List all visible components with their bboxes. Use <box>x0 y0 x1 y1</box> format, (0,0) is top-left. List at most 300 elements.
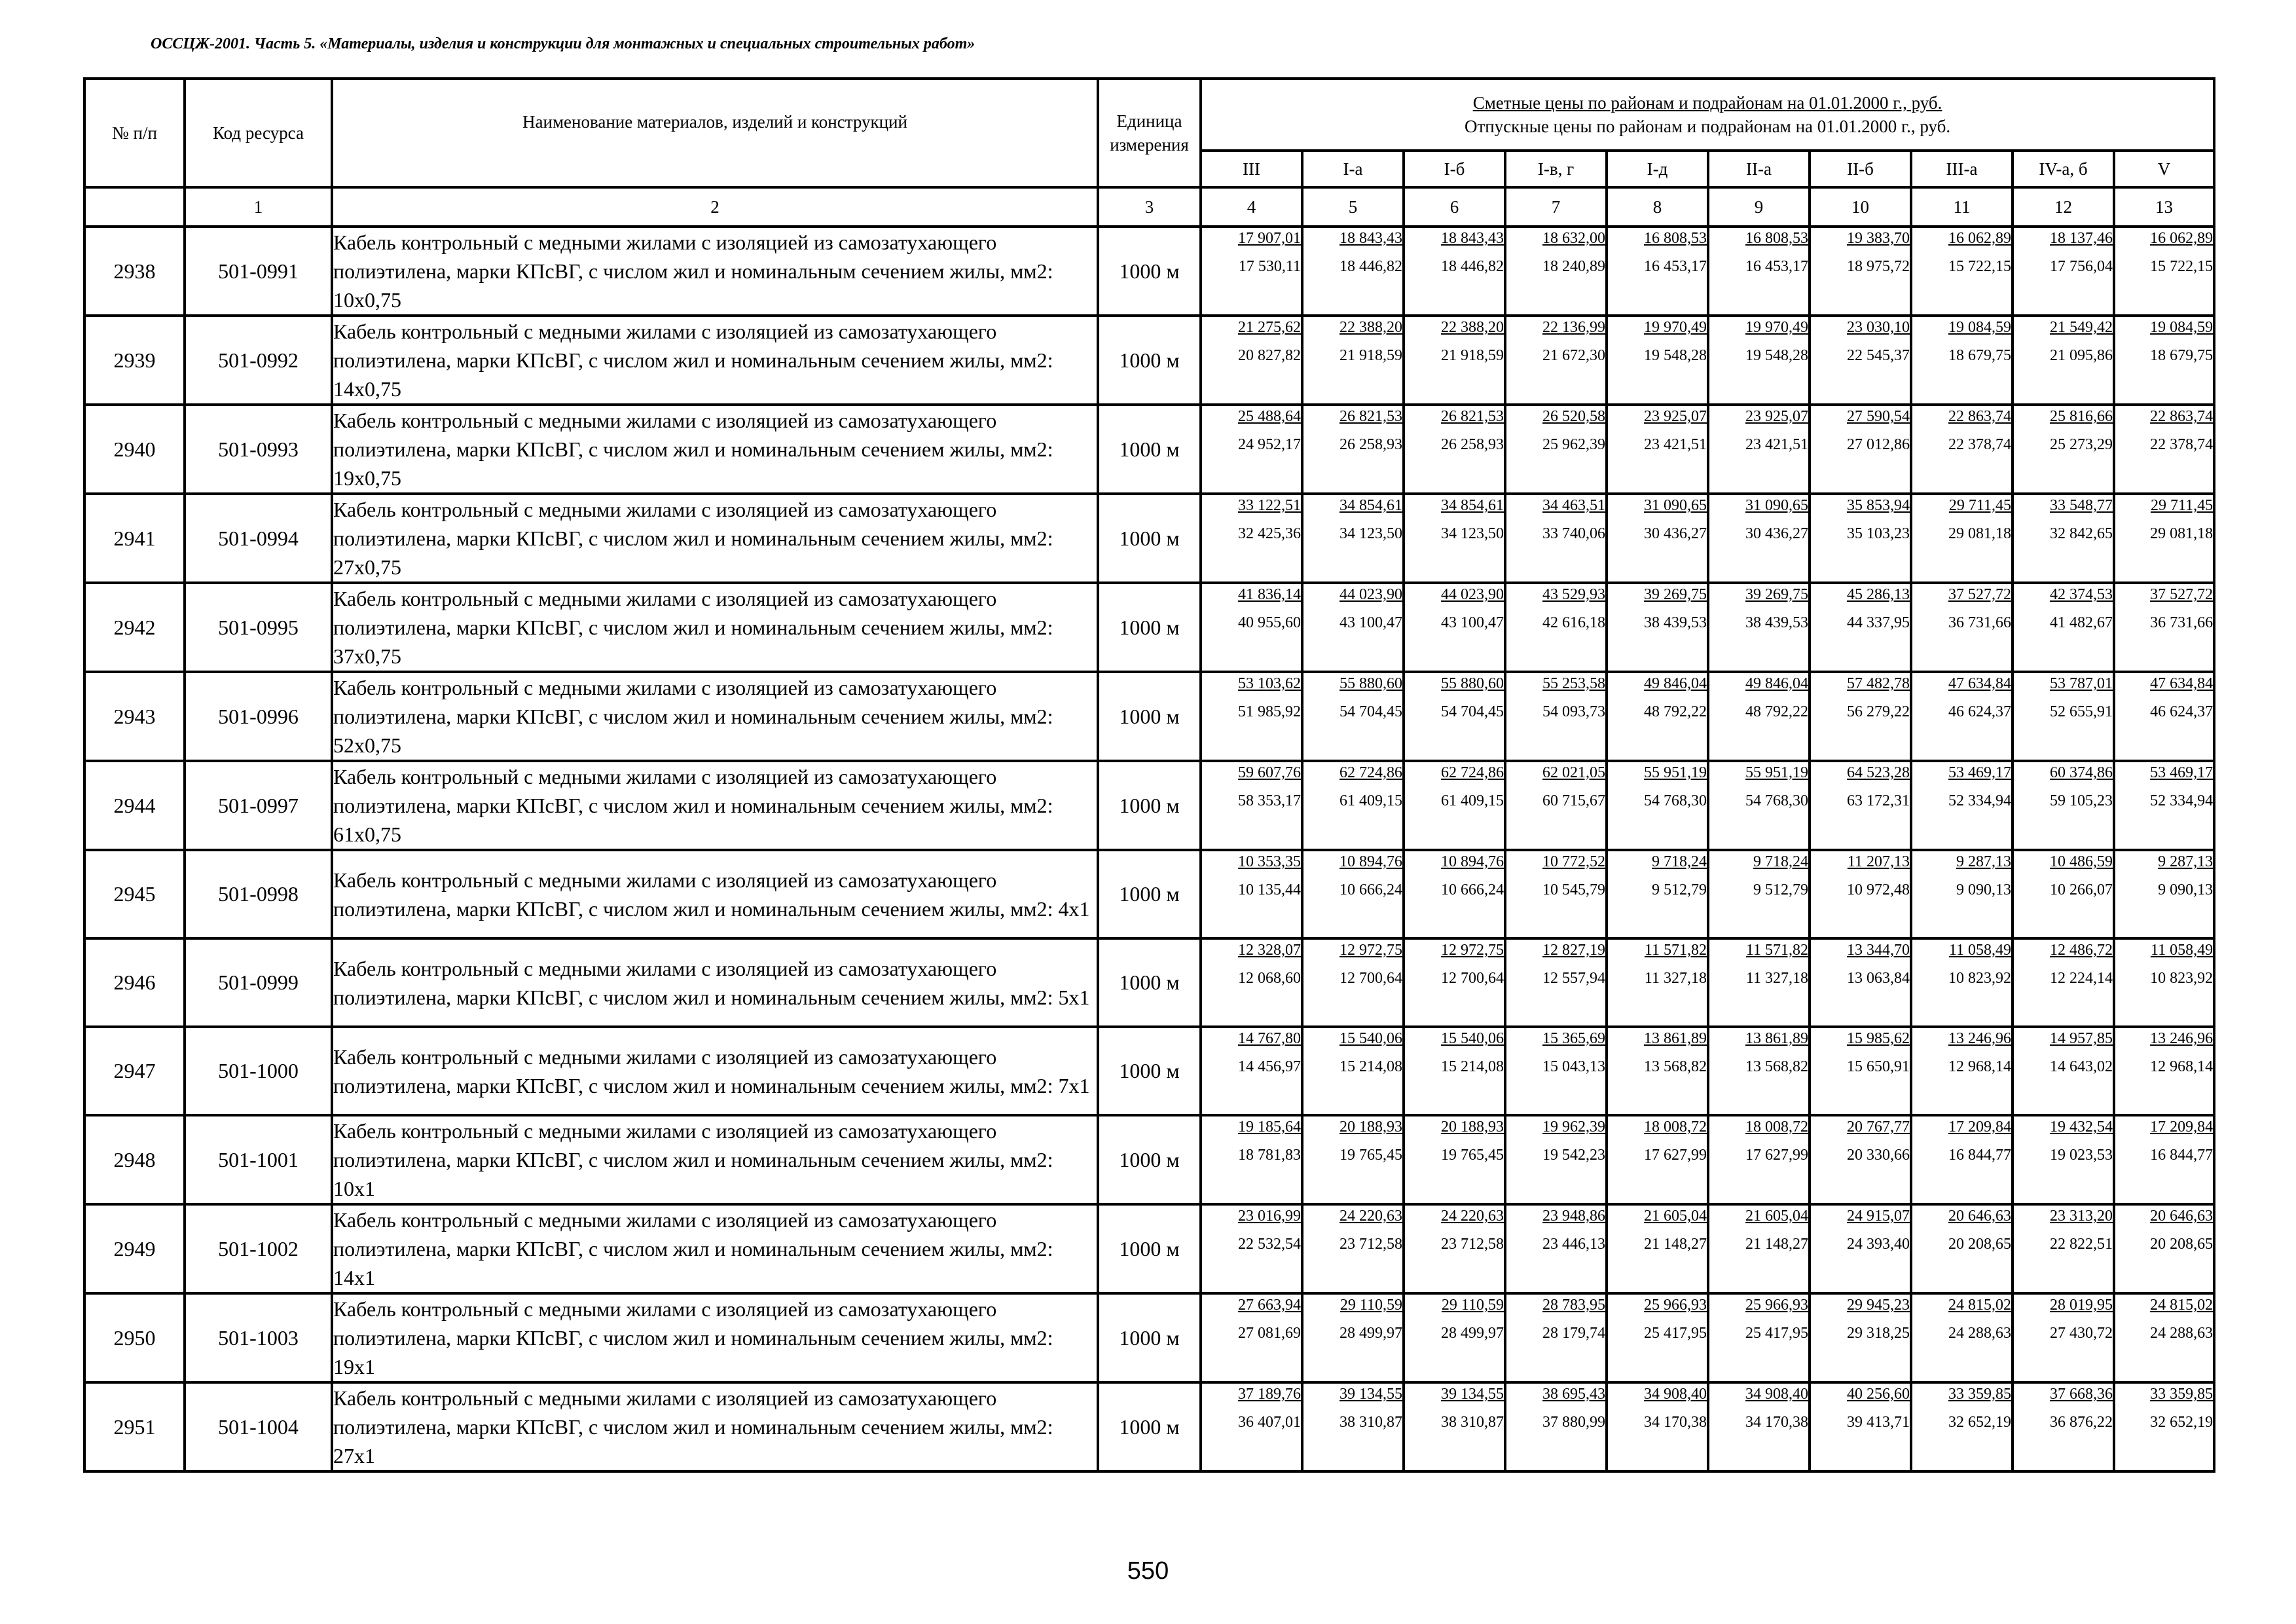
price-cell <box>1302 316 1404 405</box>
resource-code: 501-1002 <box>185 1204 332 1293</box>
price-cell <box>1607 938 1708 1027</box>
release-price: 22 378,74 <box>1948 436 2011 453</box>
release-price: 33 740,06 <box>1542 525 1605 542</box>
estimate-price: 16 808,53 <box>1745 230 1808 247</box>
price-cell <box>1810 227 1911 316</box>
price-cell <box>1911 494 2013 583</box>
price-cell <box>2114 938 2214 1027</box>
price-cell <box>1810 1115 1911 1204</box>
material-name: Кабель контрольный с медными жилами с изоляцией из самозатухающего полиэтилена, марки КПсВГ, с числом жил и номинальным сечением жилы, мм2: 37х0,75 <box>332 583 1098 672</box>
price-cell <box>1911 1293 2013 1382</box>
price-cell <box>1302 1027 1404 1115</box>
price-cell <box>2013 850 2114 938</box>
release-price: 34 123,50 <box>1339 525 1402 542</box>
estimate-price: 53 469,17 <box>1948 764 2011 781</box>
estimate-price: 59 607,76 <box>1238 764 1301 781</box>
release-price: 12 968,14 <box>1948 1058 2011 1075</box>
price-cell <box>1708 1204 1810 1293</box>
estimate-price: 34 463,51 <box>1542 497 1605 514</box>
estimate-price: 11 058,49 <box>1948 942 2011 959</box>
release-price: 16 453,17 <box>1745 258 1808 275</box>
price-cell <box>2013 761 2114 850</box>
unit: 1000 м <box>1098 405 1201 494</box>
estimate-price: 26 821,53 <box>1441 408 1504 425</box>
price-cell <box>1810 1027 1911 1115</box>
release-price: 35 103,23 <box>1847 525 1910 542</box>
price-cell <box>1607 761 1708 850</box>
release-price: 12 068,60 <box>1238 970 1301 987</box>
estimate-price: 16 062,89 <box>2150 230 2214 247</box>
release-price: 10 666,24 <box>1441 881 1504 898</box>
col-header-prices <box>1201 79 2214 151</box>
table-row <box>84 1382 2214 1471</box>
release-price: 54 768,30 <box>1644 792 1707 809</box>
material-name: Кабель контрольный с медными жилами с изоляцией из самозатухающего полиэтилена, марки КПсВГ, с числом жил и номинальным сечением жилы, мм2: 10х0,75 <box>332 227 1098 316</box>
price-cell <box>1708 227 1810 316</box>
estimate-price: 55 253,58 <box>1542 675 1605 692</box>
release-price: 46 624,37 <box>2150 703 2214 720</box>
release-price: 34 170,38 <box>1644 1414 1707 1431</box>
release-price: 21 918,59 <box>1339 347 1402 364</box>
table-row <box>84 1293 2214 1382</box>
price-cell <box>1201 850 1302 938</box>
release-price: 21 672,30 <box>1542 347 1605 364</box>
estimate-price: 28 019,95 <box>2050 1297 2113 1314</box>
release-price: 25 417,95 <box>1644 1325 1707 1342</box>
release-price: 15 043,13 <box>1542 1058 1605 1075</box>
release-price: 38 310,87 <box>1339 1414 1402 1431</box>
release-price: 18 446,82 <box>1339 258 1402 275</box>
release-price: 9 090,13 <box>2158 881 2214 898</box>
col-number: 12 <box>2013 187 2114 227</box>
estimate-price: 45 286,13 <box>1847 586 1910 603</box>
material-name: Кабель контрольный с медными жилами с изоляцией из самозатухающего полиэтилена, марки КПсВГ, с числом жил и номинальным сечением жилы, мм2: 27х0,75 <box>332 494 1098 583</box>
price-cell <box>1201 405 1302 494</box>
price-cell <box>1911 672 2013 761</box>
row-number: 2947 <box>84 1027 185 1115</box>
price-cell <box>1607 405 1708 494</box>
estimate-price: 62 021,05 <box>1542 764 1605 781</box>
table-row <box>84 850 2214 938</box>
release-price: 19 548,28 <box>1745 347 1808 364</box>
estimate-price: 39 269,75 <box>1745 586 1808 603</box>
price-cell <box>1911 1027 2013 1115</box>
release-price: 38 439,53 <box>1745 614 1808 631</box>
release-price: 30 436,27 <box>1745 525 1808 542</box>
estimate-price: 40 256,60 <box>1847 1386 1910 1403</box>
region-header: II-б <box>1810 151 1911 187</box>
release-price: 26 258,93 <box>1441 436 1504 453</box>
release-price: 18 446,82 <box>1441 258 1504 275</box>
release-price: 16 844,77 <box>1948 1147 2011 1164</box>
price-cell <box>1505 227 1607 316</box>
release-price: 46 624,37 <box>1948 703 2011 720</box>
price-cell <box>1201 1204 1302 1293</box>
release-price: 15 722,15 <box>2150 258 2214 275</box>
material-name: Кабель контрольный с медными жилами с изоляцией из самозатухающего полиэтилена, марки КПсВГ, с числом жил и номинальным сечением жилы, мм2: 52х0,75 <box>332 672 1098 761</box>
row-number: 2942 <box>84 583 185 672</box>
estimate-price: 11 058,49 <box>2150 942 2214 959</box>
release-price: 14 456,97 <box>1238 1058 1301 1075</box>
release-price: 22 378,74 <box>2150 436 2214 453</box>
release-price: 52 334,94 <box>1948 792 2011 809</box>
estimate-price: 27 663,94 <box>1238 1297 1301 1314</box>
estimate-price: 62 724,86 <box>1441 764 1504 781</box>
release-price: 58 353,17 <box>1238 792 1301 809</box>
region-header: I-д <box>1607 151 1708 187</box>
release-price: 15 214,08 <box>1339 1058 1402 1075</box>
col-header-name: Наименование материалов, изделий и конструкций <box>332 79 1098 187</box>
price-cell <box>1404 316 1505 405</box>
region-header: V <box>2114 151 2214 187</box>
release-price: 23 712,58 <box>1441 1236 1504 1253</box>
price-cell <box>1708 494 1810 583</box>
estimate-price: 17 907,01 <box>1238 230 1301 247</box>
release-price: 19 765,45 <box>1339 1147 1402 1164</box>
estimate-price: 12 827,19 <box>1542 942 1605 959</box>
price-cell <box>1404 583 1505 672</box>
price-cell <box>1201 1115 1302 1204</box>
price-cell <box>1201 672 1302 761</box>
estimate-price: 35 853,94 <box>1847 497 1910 514</box>
resource-code: 501-0994 <box>185 494 332 583</box>
estimate-price: 22 388,20 <box>1339 319 1402 336</box>
price-cell <box>1404 1204 1505 1293</box>
price-cell <box>1607 672 1708 761</box>
estimate-price: 23 925,07 <box>1644 408 1707 425</box>
release-price: 16 453,17 <box>1644 258 1707 275</box>
estimate-price: 31 090,65 <box>1745 497 1808 514</box>
estimate-price: 24 220,63 <box>1441 1208 1504 1225</box>
release-price: 34 170,38 <box>1745 1414 1808 1431</box>
col-number: 9 <box>1708 187 1810 227</box>
row-number: 2941 <box>84 494 185 583</box>
estimate-price: 34 854,61 <box>1441 497 1504 514</box>
table-row <box>84 761 2214 850</box>
estimate-price: 19 084,59 <box>1948 319 2011 336</box>
price-cell <box>1607 227 1708 316</box>
estimate-price: 37 527,72 <box>2150 586 2214 603</box>
estimate-price: 21 275,62 <box>1238 319 1301 336</box>
price-cell <box>2114 316 2214 405</box>
estimate-price: 34 854,61 <box>1339 497 1402 514</box>
price-cell <box>1505 1027 1607 1115</box>
estimate-price: 22 388,20 <box>1441 319 1504 336</box>
estimate-price: 31 090,65 <box>1644 497 1707 514</box>
release-price: 27 012,86 <box>1847 436 1910 453</box>
price-cell <box>1302 583 1404 672</box>
col-number: 5 <box>1302 187 1404 227</box>
price-cell <box>1911 405 2013 494</box>
estimate-price: 15 540,06 <box>1339 1030 1402 1047</box>
release-price: 13 063,84 <box>1847 970 1910 987</box>
estimate-price: 24 815,02 <box>1948 1297 2011 1314</box>
estimate-price: 9 718,24 <box>1652 853 1707 870</box>
estimate-price: 24 915,07 <box>1847 1208 1910 1225</box>
price-cell <box>1505 1382 1607 1471</box>
unit: 1000 м <box>1098 494 1201 583</box>
resource-code: 501-1000 <box>185 1027 332 1115</box>
estimate-price: 53 787,01 <box>2050 675 2113 692</box>
release-price: 29 081,18 <box>1948 525 2011 542</box>
estimate-price: 25 816,66 <box>2050 408 2113 425</box>
estimate-price: 29 110,59 <box>1441 1297 1504 1314</box>
price-cell <box>1911 1382 2013 1471</box>
release-price: 18 679,75 <box>1948 347 2011 364</box>
col-header-num: № п/п <box>84 79 185 187</box>
price-cell <box>1607 1027 1708 1115</box>
estimate-price: 42 374,53 <box>2050 586 2113 603</box>
estimate-price: 11 571,82 <box>1644 942 1707 959</box>
price-cell <box>1911 583 2013 672</box>
price-cell <box>2013 316 2114 405</box>
price-cell <box>1607 316 1708 405</box>
release-price: 22 532,54 <box>1238 1236 1301 1253</box>
resource-code: 501-0992 <box>185 316 332 405</box>
estimate-price: 18 843,43 <box>1441 230 1504 247</box>
material-name: Кабель контрольный с медными жилами с изоляцией из самозатухающего полиэтилена, марки КПсВГ, с числом жил и номинальным сечением жилы, мм2: 14х0,75 <box>332 316 1098 405</box>
material-name: Кабель контрольный с медными жилами с изоляцией из самозатухающего полиэтилена, марки КПсВГ, с числом жил и номинальным сечением жилы, мм2: 19х0,75 <box>332 405 1098 494</box>
estimate-price: 10 894,76 <box>1441 853 1504 870</box>
price-release-label: Отпускные цены по районам и подрайонам на 01.01.2000 г., руб. <box>1464 117 1951 136</box>
table-row <box>84 405 2214 494</box>
estimate-price: 24 220,63 <box>1339 1208 1402 1225</box>
release-price: 27 430,72 <box>2050 1325 2113 1342</box>
unit: 1000 м <box>1098 1115 1201 1204</box>
estimate-price: 11 207,13 <box>1847 853 1910 870</box>
release-price: 28 499,97 <box>1339 1325 1402 1342</box>
estimate-price: 18 843,43 <box>1339 230 1402 247</box>
estimate-price: 15 365,69 <box>1542 1030 1605 1047</box>
price-cell <box>1404 1115 1505 1204</box>
estimate-price: 33 548,77 <box>2050 497 2113 514</box>
price-table <box>83 77 2215 1473</box>
estimate-price: 29 110,59 <box>1339 1297 1402 1314</box>
estimate-price: 29 711,45 <box>1948 497 2011 514</box>
row-number: 2943 <box>84 672 185 761</box>
release-price: 26 258,93 <box>1339 436 1402 453</box>
region-header: I-а <box>1302 151 1404 187</box>
release-price: 19 765,45 <box>1441 1147 1504 1164</box>
price-cell <box>1404 938 1505 1027</box>
price-cell <box>1302 938 1404 1027</box>
estimate-price: 47 634,84 <box>2150 675 2214 692</box>
release-price: 10 823,92 <box>1948 970 2011 987</box>
estimate-price: 19 383,70 <box>1847 230 1910 247</box>
estimate-price: 55 951,19 <box>1644 764 1707 781</box>
release-price: 41 482,67 <box>2050 614 2113 631</box>
release-price: 25 273,29 <box>2050 436 2113 453</box>
estimate-price: 13 344,70 <box>1847 942 1910 959</box>
release-price: 42 616,18 <box>1542 614 1605 631</box>
estimate-price: 18 632,00 <box>1542 230 1605 247</box>
estimate-price: 13 246,96 <box>1948 1030 2011 1047</box>
release-price: 30 436,27 <box>1644 525 1707 542</box>
price-cell <box>1302 494 1404 583</box>
price-cell <box>1201 938 1302 1027</box>
release-price: 18 679,75 <box>2150 347 2214 364</box>
price-cell <box>2114 1293 2214 1382</box>
price-cell <box>1201 761 1302 850</box>
price-cell <box>1911 938 2013 1027</box>
release-price: 18 975,72 <box>1847 258 1910 275</box>
price-cell <box>1607 1204 1708 1293</box>
estimate-price: 53 469,17 <box>2150 764 2214 781</box>
col-number: 11 <box>1911 187 2013 227</box>
release-price: 17 756,04 <box>2050 258 2113 275</box>
price-cell <box>1708 583 1810 672</box>
release-price: 15 722,15 <box>1948 258 2011 275</box>
material-name: Кабель контрольный с медными жилами с изоляцией из самозатухающего полиэтилена, марки КПсВГ, с числом жил и номинальным сечением жилы, мм2: 19х1 <box>332 1293 1098 1382</box>
release-price: 56 279,22 <box>1847 703 1910 720</box>
release-price: 13 568,82 <box>1644 1058 1707 1075</box>
resource-code: 501-0998 <box>185 850 332 938</box>
estimate-price: 18 137,46 <box>2050 230 2113 247</box>
release-price: 19 542,23 <box>1542 1147 1605 1164</box>
price-cell <box>2013 672 2114 761</box>
release-price: 32 652,19 <box>1948 1414 2011 1431</box>
price-cell <box>1201 494 1302 583</box>
release-price: 18 781,83 <box>1238 1147 1301 1164</box>
estimate-price: 11 571,82 <box>1745 942 1808 959</box>
unit: 1000 м <box>1098 1293 1201 1382</box>
release-price: 12 700,64 <box>1339 970 1402 987</box>
price-cell <box>1201 1027 1302 1115</box>
price-cell <box>2013 1382 2114 1471</box>
price-cell <box>1607 850 1708 938</box>
resource-code: 501-1001 <box>185 1115 332 1204</box>
release-price: 9 090,13 <box>1956 881 2011 898</box>
release-price: 10 266,07 <box>2050 881 2113 898</box>
estimate-price: 39 134,55 <box>1339 1386 1402 1403</box>
estimate-price: 29 945,23 <box>1847 1297 1910 1314</box>
price-cell <box>1810 672 1911 761</box>
release-price: 14 643,02 <box>2050 1058 2113 1075</box>
estimate-price: 62 724,86 <box>1339 764 1402 781</box>
estimate-price: 12 328,07 <box>1238 942 1301 959</box>
estimate-price: 18 008,72 <box>1644 1118 1707 1135</box>
price-cell <box>1708 316 1810 405</box>
release-price: 54 704,45 <box>1339 703 1402 720</box>
release-price: 13 568,82 <box>1745 1058 1808 1075</box>
estimate-price: 19 432,54 <box>2050 1118 2113 1135</box>
price-cell <box>1404 405 1505 494</box>
region-header: III-а <box>1911 151 2013 187</box>
estimate-price: 22 863,74 <box>1948 408 2011 425</box>
material-name: Кабель контрольный с медными жилами с изоляцией из самозатухающего полиэтилена, марки КПсВГ, с числом жил и номинальным сечением жилы, мм2: 5х1 <box>332 938 1098 1027</box>
col-number-blank <box>84 187 185 227</box>
estimate-price: 64 523,28 <box>1847 764 1910 781</box>
release-price: 21 148,27 <box>1745 1236 1808 1253</box>
price-cell <box>1911 1204 2013 1293</box>
release-price: 54 704,45 <box>1441 703 1504 720</box>
estimate-price: 43 529,93 <box>1542 586 1605 603</box>
release-price: 48 792,22 <box>1644 703 1707 720</box>
release-price: 32 652,19 <box>2150 1414 2214 1431</box>
release-price: 39 413,71 <box>1847 1414 1910 1431</box>
release-price: 63 172,31 <box>1847 792 1910 809</box>
table-row <box>84 494 2214 583</box>
release-price: 15 214,08 <box>1441 1058 1504 1075</box>
estimate-price: 12 972,75 <box>1441 942 1504 959</box>
estimate-price: 39 269,75 <box>1644 586 1707 603</box>
material-name: Кабель контрольный с медными жилами с изоляцией из самозатухающего полиэтилена, марки КПсВГ, с числом жил и номинальным сечением жилы, мм2: 14х1 <box>332 1204 1098 1293</box>
estimate-price: 20 188,93 <box>1339 1118 1402 1135</box>
price-cell <box>1505 494 1607 583</box>
price-cell <box>2114 761 2214 850</box>
release-price: 10 666,24 <box>1339 881 1402 898</box>
estimate-price: 15 540,06 <box>1441 1030 1504 1047</box>
price-cell <box>2013 583 2114 672</box>
material-name: Кабель контрольный с медными жилами с изоляцией из самозатухающего полиэтилена, марки КПсВГ, с числом жил и номинальным сечением жилы, мм2: 4х1 <box>332 850 1098 938</box>
release-price: 12 968,14 <box>2150 1058 2214 1075</box>
price-cell <box>1810 1293 1911 1382</box>
price-cell <box>1302 761 1404 850</box>
estimate-price: 18 008,72 <box>1745 1118 1808 1135</box>
estimate-price: 17 209,84 <box>1948 1118 2011 1135</box>
price-cell <box>1607 1293 1708 1382</box>
price-cell <box>1505 938 1607 1027</box>
price-cell <box>2013 1293 2114 1382</box>
price-cell <box>2114 1382 2214 1471</box>
estimate-price: 10 894,76 <box>1339 853 1402 870</box>
price-cell <box>2114 1115 2214 1204</box>
estimate-price: 25 966,93 <box>1745 1297 1808 1314</box>
price-cell <box>2114 672 2214 761</box>
release-price: 10 545,79 <box>1542 881 1605 898</box>
page-number: 550 <box>1127 1557 1169 1585</box>
estimate-price: 26 821,53 <box>1339 408 1402 425</box>
table-row <box>84 1204 2214 1293</box>
resource-code: 501-1003 <box>185 1293 332 1382</box>
price-cell <box>2013 1204 2114 1293</box>
release-price: 16 844,77 <box>2150 1147 2214 1164</box>
region-header: IV-а, б <box>2013 151 2114 187</box>
release-price: 10 972,48 <box>1847 881 1910 898</box>
unit: 1000 м <box>1098 1382 1201 1471</box>
release-price: 20 827,82 <box>1238 347 1301 364</box>
material-name: Кабель контрольный с медными жилами с изоляцией из самозатухающего полиэтилена, марки КПсВГ, с числом жил и номинальным сечением жилы, мм2: 7х1 <box>332 1027 1098 1115</box>
table-row <box>84 227 2214 316</box>
resource-code: 501-0995 <box>185 583 332 672</box>
table-row <box>84 583 2214 672</box>
estimate-price: 19 185,64 <box>1238 1118 1301 1135</box>
estimate-price: 22 136,99 <box>1542 319 1605 336</box>
price-cell <box>2114 1027 2214 1115</box>
estimate-price: 20 767,77 <box>1847 1118 1910 1135</box>
estimate-price: 34 908,40 <box>1745 1386 1808 1403</box>
table-row <box>84 316 2214 405</box>
estimate-price: 41 836,14 <box>1238 586 1301 603</box>
price-cell <box>1302 227 1404 316</box>
release-price: 21 918,59 <box>1441 347 1504 364</box>
release-price: 23 446,13 <box>1542 1236 1605 1253</box>
release-price: 9 512,79 <box>1652 881 1707 898</box>
region-header: I-б <box>1404 151 1505 187</box>
table-row <box>84 672 2214 761</box>
release-price: 44 337,95 <box>1847 614 1910 631</box>
estimate-price: 49 846,04 <box>1745 675 1808 692</box>
estimate-price: 21 605,04 <box>1745 1208 1808 1225</box>
price-cell <box>1607 1382 1708 1471</box>
row-number: 2940 <box>84 405 185 494</box>
estimate-price: 55 880,60 <box>1441 675 1504 692</box>
region-header: II-а <box>1708 151 1810 187</box>
resource-code: 501-0999 <box>185 938 332 1027</box>
price-cell <box>1708 1115 1810 1204</box>
price-cell <box>1810 1204 1911 1293</box>
estimate-price: 27 590,54 <box>1847 408 1910 425</box>
